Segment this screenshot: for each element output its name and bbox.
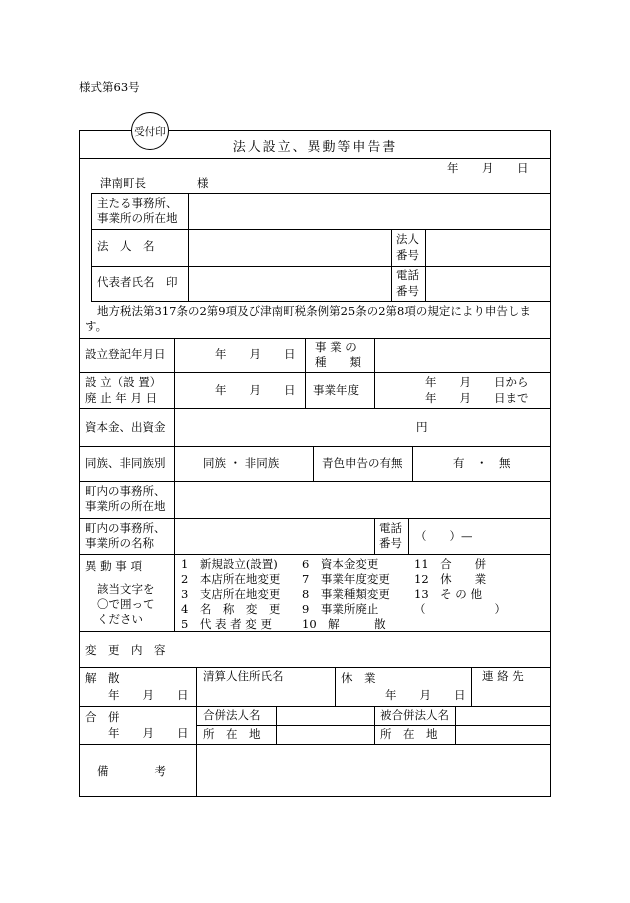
page-title: 法人設立、異動等申告書 bbox=[232, 140, 398, 155]
change-option-other: （ ） bbox=[414, 602, 506, 616]
liquidator-label: 清算人住所氏名 bbox=[203, 669, 284, 683]
reg-date-label: 設立登記年月日 bbox=[85, 347, 166, 361]
change-option-3: 3 支店所在地変更 bbox=[181, 587, 281, 601]
est-date-value: 年 月 日 bbox=[215, 383, 296, 397]
declaration-line-1: 地方税法第317条の2第9項及び津南町税条例第25条の2第8項の規定により申告しま bbox=[97, 304, 531, 318]
change-label: 異 動 事 項 bbox=[85, 559, 142, 573]
town-phone-value: （ ）— bbox=[415, 529, 473, 543]
town-office-name-label-1: 町内の事務所、 bbox=[85, 521, 166, 535]
suspension-date: 年 月 日 bbox=[385, 688, 466, 702]
change-instruction-3: ください bbox=[97, 612, 143, 626]
office-address-label-1: 主たる事務所、 bbox=[97, 196, 178, 210]
change-option-7: 7 事業年度変更 bbox=[302, 572, 390, 586]
change-detail-label: 変 更 内 容 bbox=[85, 643, 166, 657]
dissolution-date: 年 月 日 bbox=[108, 688, 189, 702]
reg-date-value: 年 月 日 bbox=[215, 347, 296, 361]
date-day: 日 bbox=[517, 161, 529, 175]
dissolution-label: 解 散 bbox=[85, 671, 120, 685]
addressee-town: 津南町長 bbox=[100, 176, 146, 190]
suspension-label: 休 業 bbox=[341, 671, 376, 685]
fiscal-from: 年 月 日から bbox=[425, 375, 529, 389]
change-option-11: 11 合 併 bbox=[414, 557, 487, 571]
change-option-13: 13 そ の 他 bbox=[414, 587, 482, 601]
remarks-label: 備 考 bbox=[97, 764, 166, 778]
fiscal-year-label: 事業年度 bbox=[313, 383, 359, 397]
merged-corp-label: 被合併法人名 bbox=[380, 708, 449, 722]
stamp-label: 受付印 bbox=[134, 125, 166, 138]
blue-return-label: 青色申告の有無 bbox=[322, 456, 403, 470]
contact-label: 連 絡 先 bbox=[482, 669, 524, 683]
town-office-address-label-2: 事業所の所在地 bbox=[85, 499, 166, 513]
est-date-label-2: 廃 止 年 月 日 bbox=[85, 391, 158, 405]
est-date-label-1: 設 立（設 置） bbox=[85, 375, 162, 389]
merger-date: 年 月 日 bbox=[108, 726, 189, 740]
declaration-line-2: す。 bbox=[85, 319, 108, 333]
town-phone-label-2: 番号 bbox=[379, 536, 402, 550]
change-option-9: 9 事業所廃止 bbox=[302, 602, 379, 616]
capital-label: 資本金、出資金 bbox=[85, 420, 166, 434]
addressee-honorific: 様 bbox=[197, 176, 209, 190]
merger-label: 合 併 bbox=[85, 710, 120, 724]
biz-type-label-1: 事 業 の bbox=[315, 340, 357, 354]
merging-corp-label: 合併法人名 bbox=[203, 708, 261, 722]
town-office-name-label-2: 事業所の名称 bbox=[85, 536, 154, 550]
date-year: 年 bbox=[447, 161, 459, 175]
change-option-12: 12 休 業 bbox=[414, 572, 487, 586]
change-instruction-2: 〇で囲って bbox=[97, 597, 155, 611]
change-option-8: 8 事業種類変更 bbox=[302, 587, 390, 601]
corp-number-label-1: 法人 bbox=[396, 232, 419, 246]
merged-address-label: 所 在 地 bbox=[380, 727, 438, 741]
family-label: 同族、非同族別 bbox=[85, 456, 166, 470]
change-option-2: 2 本店所在地変更 bbox=[181, 572, 281, 586]
phone-label-1: 電話 bbox=[396, 268, 419, 282]
rep-name-label: 代表者氏名 印 bbox=[97, 275, 178, 289]
change-option-5: 5 代 表 者 変 更 bbox=[181, 617, 272, 631]
form-number: 様式第63号 bbox=[79, 80, 140, 94]
change-option-10: 10 解 散 bbox=[302, 617, 386, 631]
merging-address-label: 所 在 地 bbox=[203, 727, 261, 741]
change-option-1: 1 新規設立(設置) bbox=[181, 557, 278, 571]
date-month: 月 bbox=[482, 161, 494, 175]
family-options: 同族 ・ 非同族 bbox=[203, 456, 280, 470]
change-option-4: 4 名 称 変 更 bbox=[181, 602, 281, 616]
change-instruction-1: 該当文字を bbox=[97, 582, 155, 596]
fiscal-to: 年 月 日まで bbox=[425, 391, 529, 405]
phone-label-2: 番号 bbox=[396, 284, 419, 298]
corp-number-label-2: 番号 bbox=[396, 248, 419, 262]
biz-type-label-2: 種 類 bbox=[315, 355, 361, 369]
town-office-address-label-1: 町内の事務所、 bbox=[85, 484, 166, 498]
corp-name-label: 法 人 名 bbox=[97, 239, 155, 253]
blue-return-options: 有 ・ 無 bbox=[453, 456, 511, 470]
change-option-6: 6 資本金変更 bbox=[302, 557, 379, 571]
office-address-label-2: 事業所の所在地 bbox=[97, 211, 178, 225]
town-phone-label-1: 電話 bbox=[379, 521, 402, 535]
capital-unit: 円 bbox=[416, 420, 428, 434]
